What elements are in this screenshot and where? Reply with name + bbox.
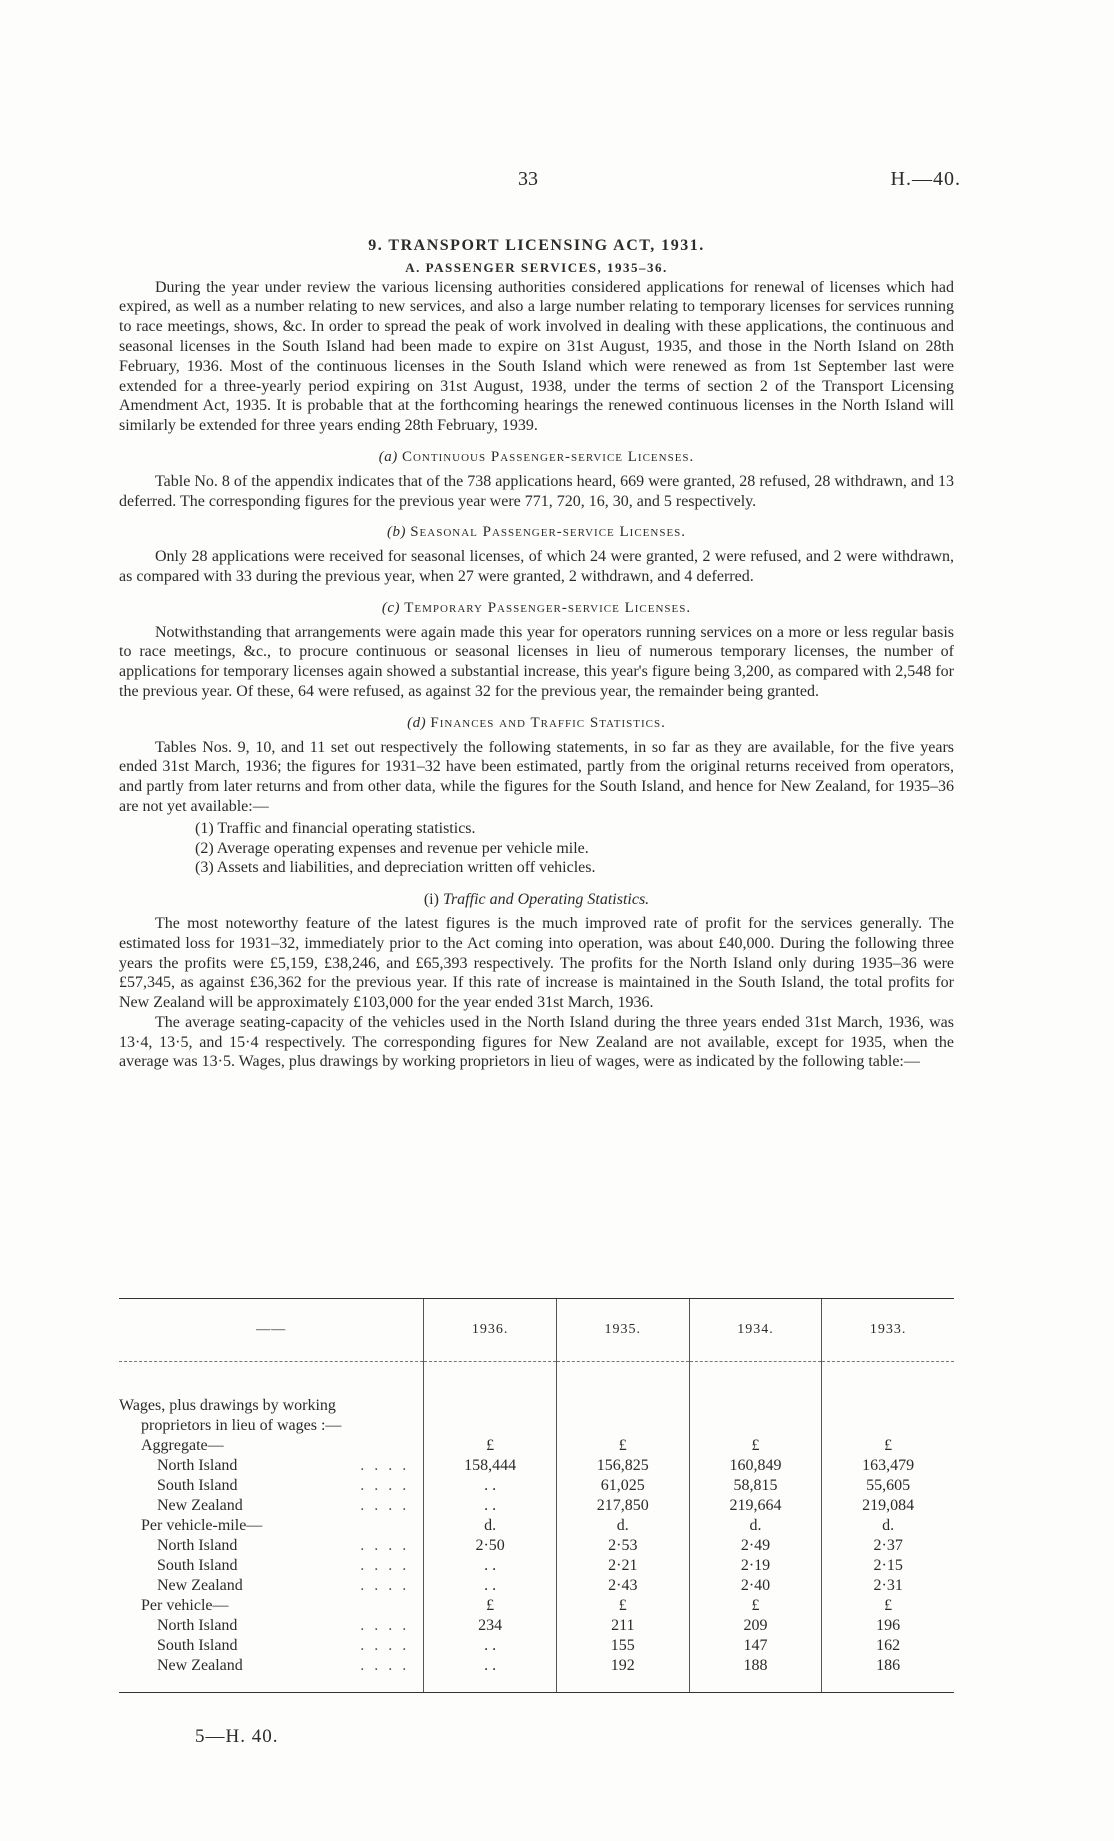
table-cell: £ (618, 1437, 627, 1454)
table-cell: 58,815 (733, 1477, 778, 1494)
year-column-1935 (557, 1299, 690, 1692)
subsection-i-label: (i) (423, 891, 439, 909)
page-header (0, 168, 1114, 194)
table-row-label (119, 1396, 423, 1416)
leader-dots: . . . . (360, 1497, 410, 1514)
subsection-d-title: Finances and Traffic Statistics. (430, 714, 666, 731)
value-cells (690, 1362, 822, 1692)
row-label-text: North Island (157, 1457, 238, 1474)
table-cell: 217,850 (596, 1497, 649, 1514)
column-header: 1935. (557, 1299, 689, 1362)
row-label-text: South Island (157, 1477, 238, 1494)
subsection-i-paragraph-2: The average seating-capacity of the vehicles used in the North Island during the three years ended 31st March, 1936, was 13·4, 13·5, and 15·4 respectively. The corresponding figures for New Zealand are not available, except for 1935, when the average was 13·5. Wages, plus drawings by working proprietors in lieu of wages, were as indicated by the following table:— (119, 1013, 954, 1071)
table-bottom-rule (119, 1692, 954, 1693)
table-cell (557, 1416, 689, 1436)
table-cell: 2·43 (608, 1577, 638, 1594)
table-cell: . . (484, 1657, 497, 1674)
subsection-i-heading (119, 890, 954, 910)
leader-dots: . . . . (360, 1657, 410, 1674)
table-cell: 2·19 (740, 1557, 771, 1574)
table-cell: £ (618, 1597, 627, 1614)
footer-signature: 5—H. 40. (195, 1726, 279, 1747)
table-row-label (119, 1456, 423, 1476)
table-row-label (119, 1536, 423, 1556)
label-column (119, 1299, 424, 1692)
table-cell (424, 1396, 556, 1416)
table-row-label (119, 1496, 423, 1516)
leader-dots: . . . . (360, 1537, 410, 1554)
subsection-c-heading (119, 599, 954, 619)
value-cells (822, 1362, 954, 1692)
table-grid (119, 1299, 954, 1692)
label-cells (119, 1362, 423, 1692)
column-header: 1936. (424, 1299, 556, 1362)
table-cell: d. (882, 1517, 895, 1534)
row-label-text: Aggregate— (141, 1437, 224, 1454)
subsection-b-label: (b) (386, 524, 406, 541)
leader-dots: . . . . (360, 1457, 410, 1474)
table-cell: d. (484, 1517, 497, 1534)
subsection-b-title: Seasonal Passenger-service Licenses. (410, 524, 687, 541)
year-column-1933 (822, 1299, 954, 1692)
leader-dots: . . . . (360, 1577, 410, 1594)
subsection-a-heading (119, 448, 954, 468)
table-row-label (119, 1416, 423, 1436)
row-label-text: proprietors in lieu of wages :— (141, 1417, 342, 1434)
row-label-text: North Island (157, 1617, 238, 1634)
table-cell: 2·15 (873, 1557, 903, 1574)
table-cell: 219,664 (729, 1497, 782, 1514)
column-header: 1933. (822, 1299, 954, 1362)
list-item: (1) Traffic and financial operating statistics. (195, 819, 476, 837)
table-row-label (119, 1636, 423, 1656)
table-row-label (119, 1596, 423, 1616)
table-cell: 219,084 (862, 1497, 915, 1514)
year-column-1934 (690, 1299, 823, 1692)
subsection-i-title: Traffic and Operating Statistics. (442, 891, 650, 909)
subsection-b-paragraph: Only 28 applications were received for seasonal licenses, of which 24 were granted, 2 were refused, and 2 were withdrawn, as compared with 33 during the previous year, when 27 were granted, 2 withdrawn, and 4 deferred. (119, 548, 954, 585)
subsection-d-heading (119, 714, 954, 734)
table-cell: 158,444 (464, 1457, 517, 1474)
table-cell: 61,025 (600, 1477, 645, 1494)
table-cell: . . (484, 1497, 497, 1514)
table-cell (424, 1416, 556, 1436)
subsection-a-title: Continuous Passenger-service Licenses. (401, 448, 695, 465)
table-cell: 2·50 (475, 1537, 505, 1554)
page-number: 33 (518, 168, 538, 190)
table-cell: 2·40 (740, 1577, 771, 1594)
table-cell: 2·31 (873, 1577, 903, 1594)
table-row-label (119, 1436, 423, 1456)
list-item: (2) Average operating expenses and revenue per vehicle mile. (195, 839, 589, 857)
table-cell: . . (484, 1637, 497, 1654)
header-label: —— (119, 1299, 423, 1362)
leader-dots: . . . . (360, 1637, 410, 1654)
section-subtitle: A. PASSENGER SERVICES, 1935–36. (405, 259, 668, 275)
table-cell: 234 (478, 1617, 503, 1634)
table-cell (690, 1416, 822, 1436)
table-row-label (119, 1476, 423, 1496)
table-cell: £ (486, 1437, 495, 1454)
table-cell: 147 (743, 1637, 768, 1654)
statements-list (195, 819, 954, 878)
subsection-b-heading (119, 523, 954, 543)
row-label-text: New Zealand (157, 1577, 243, 1594)
table-cell: 211 (611, 1617, 635, 1634)
table-cell: 2·49 (740, 1537, 771, 1554)
table-cell: 155 (610, 1637, 635, 1654)
table-cell: 2·37 (873, 1537, 903, 1554)
table-row-label (119, 1656, 423, 1676)
subsection-c-label: (c) (381, 599, 401, 616)
table-cell: £ (751, 1437, 760, 1454)
value-cells (424, 1362, 556, 1692)
table-row-label (119, 1516, 423, 1536)
list-item: (3) Assets and liabilities, and depreciation written off vehicles. (195, 859, 596, 877)
subsection-c-title: Temporary Passenger-service Licenses. (404, 599, 692, 616)
row-label-text: New Zealand (157, 1497, 243, 1514)
table-cell: £ (751, 1597, 760, 1614)
row-label-text: Wages, plus drawings by working (119, 1397, 336, 1414)
column-header: 1934. (690, 1299, 822, 1362)
table-cell: £ (486, 1597, 495, 1614)
table-cell: 186 (876, 1657, 901, 1674)
leader-dots: . . . . (360, 1617, 410, 1634)
table-cell: 188 (743, 1657, 768, 1674)
row-label-text: New Zealand (157, 1657, 243, 1674)
table-cell: 163,479 (862, 1457, 915, 1474)
table-cell: . . (484, 1477, 497, 1494)
table-cell: . . (484, 1577, 497, 1594)
table-cell: 160,849 (729, 1457, 782, 1474)
row-label-text: South Island (157, 1637, 238, 1654)
subsection-a-label: (a) (378, 448, 398, 465)
table-cell: 156,825 (596, 1457, 649, 1474)
document-reference: H.—40. (890, 168, 961, 190)
table-cell: 192 (610, 1657, 635, 1674)
table-cell (822, 1396, 954, 1416)
table-cell: £ (884, 1597, 893, 1614)
table-cell: 2·21 (608, 1557, 638, 1574)
leader-dots: . . . . (360, 1557, 410, 1574)
table-row-label (119, 1576, 423, 1596)
table-cell: d. (616, 1517, 629, 1534)
table-cell: 2·53 (608, 1537, 638, 1554)
table-row-label (119, 1616, 423, 1636)
row-label-text: Per vehicle— (141, 1597, 229, 1614)
row-label-text: Per vehicle-mile— (141, 1517, 263, 1534)
intro-paragraph: During the year under review the various licensing authorities considered applications for renewal of licenses which had expired, as well as a number relating to new services, and also a large number relating to temporary licenses for services running to race meetings, shows, &c. In order to spread the peak of work involved in dealing with these applications, the continuous and seasonal licenses in the South Island had been made to expire on 31st August, 1935, and those in the North Island on 28th February, 1936. Most of the continuous licenses in the South Island which were renewed as from 1st September last were extended for a three-yearly period expiring on 31st August, 1938, under the terms of section 2 of the Transport Licensing Amendment Act, 1935. It is probable that at the forthcoming hearings the renewed continuous licenses in the North Island will similarly be extended for three years ending 28th February, 1939. (119, 278, 954, 435)
table-cell: 196 (876, 1617, 901, 1634)
year-column-1936 (424, 1299, 557, 1692)
subsection-d-label: (d) (407, 714, 427, 731)
value-cells (557, 1362, 689, 1692)
leader-dots: . . . . (360, 1477, 410, 1494)
row-label-text: South Island (157, 1557, 238, 1574)
table-cell: 209 (743, 1617, 768, 1634)
table-cell: 162 (876, 1637, 901, 1654)
subsection-c-paragraph: Notwithstanding that arrangements were again made this year for operators running services on a more or less regular basis to race meetings, &c., to procure continuous or seasonal licenses in lieu of numerous temporary licenses, the number of applications for temporary licenses again showed a substantial increase, this year's figure being 3,200, as compared with 2,548 for the previous year. Of these, 64 were refused, as against 32 for the previous year, the remainder being granted. (119, 623, 954, 700)
row-label-text: North Island (157, 1537, 238, 1554)
wages-table (119, 1298, 954, 1693)
main-content (119, 236, 954, 1072)
subsection-d-paragraph: Tables Nos. 9, 10, and 11 set out respectively the following statements, in so far as they are available, for the five years ended 31st March, 1936; the figures for 1931–32 have been estimated, partly from the original returns received from operators, and partly from later returns and from other data, while the figures for the South Island, and hence for New Zealand, for 1935–36 are not yet available:— (119, 738, 954, 815)
table-cell: . . (484, 1557, 497, 1574)
table-cell (822, 1416, 954, 1436)
section-title: 9. TRANSPORT LICENSING ACT, 1931. (368, 237, 705, 254)
table-cell (690, 1396, 822, 1416)
table-cell: d. (749, 1517, 762, 1534)
table-cell: 55,605 (866, 1477, 911, 1494)
table-cell (557, 1396, 689, 1416)
table-row-label (119, 1556, 423, 1576)
subsection-a-paragraph: Table No. 8 of the appendix indicates that of the 738 applications heard, 669 were granted, 28 refused, 28 withdrawn, and 13 deferred. The corresponding figures for the previous year were 771, 720, 16, 30, and 5 respectively. (119, 472, 954, 510)
table-cell: £ (884, 1437, 893, 1454)
subsection-i-paragraph-1: The most noteworthy feature of the latest figures is the much improved rate of profit for the services generally. The estimated loss for 1931–32, immediately prior to the Act coming into operation, was about £40,000. During the following three years the profits were £5,159, £38,246, and £65,393 respectively. The profits for the North Island only during 1935–36 were £57,345, as against £36,362 for the previous year. If this rate of increase is maintained in the South Island, the total profits for New Zealand will be approximately £103,000 for the year ended 31st March, 1936. (119, 914, 954, 1012)
